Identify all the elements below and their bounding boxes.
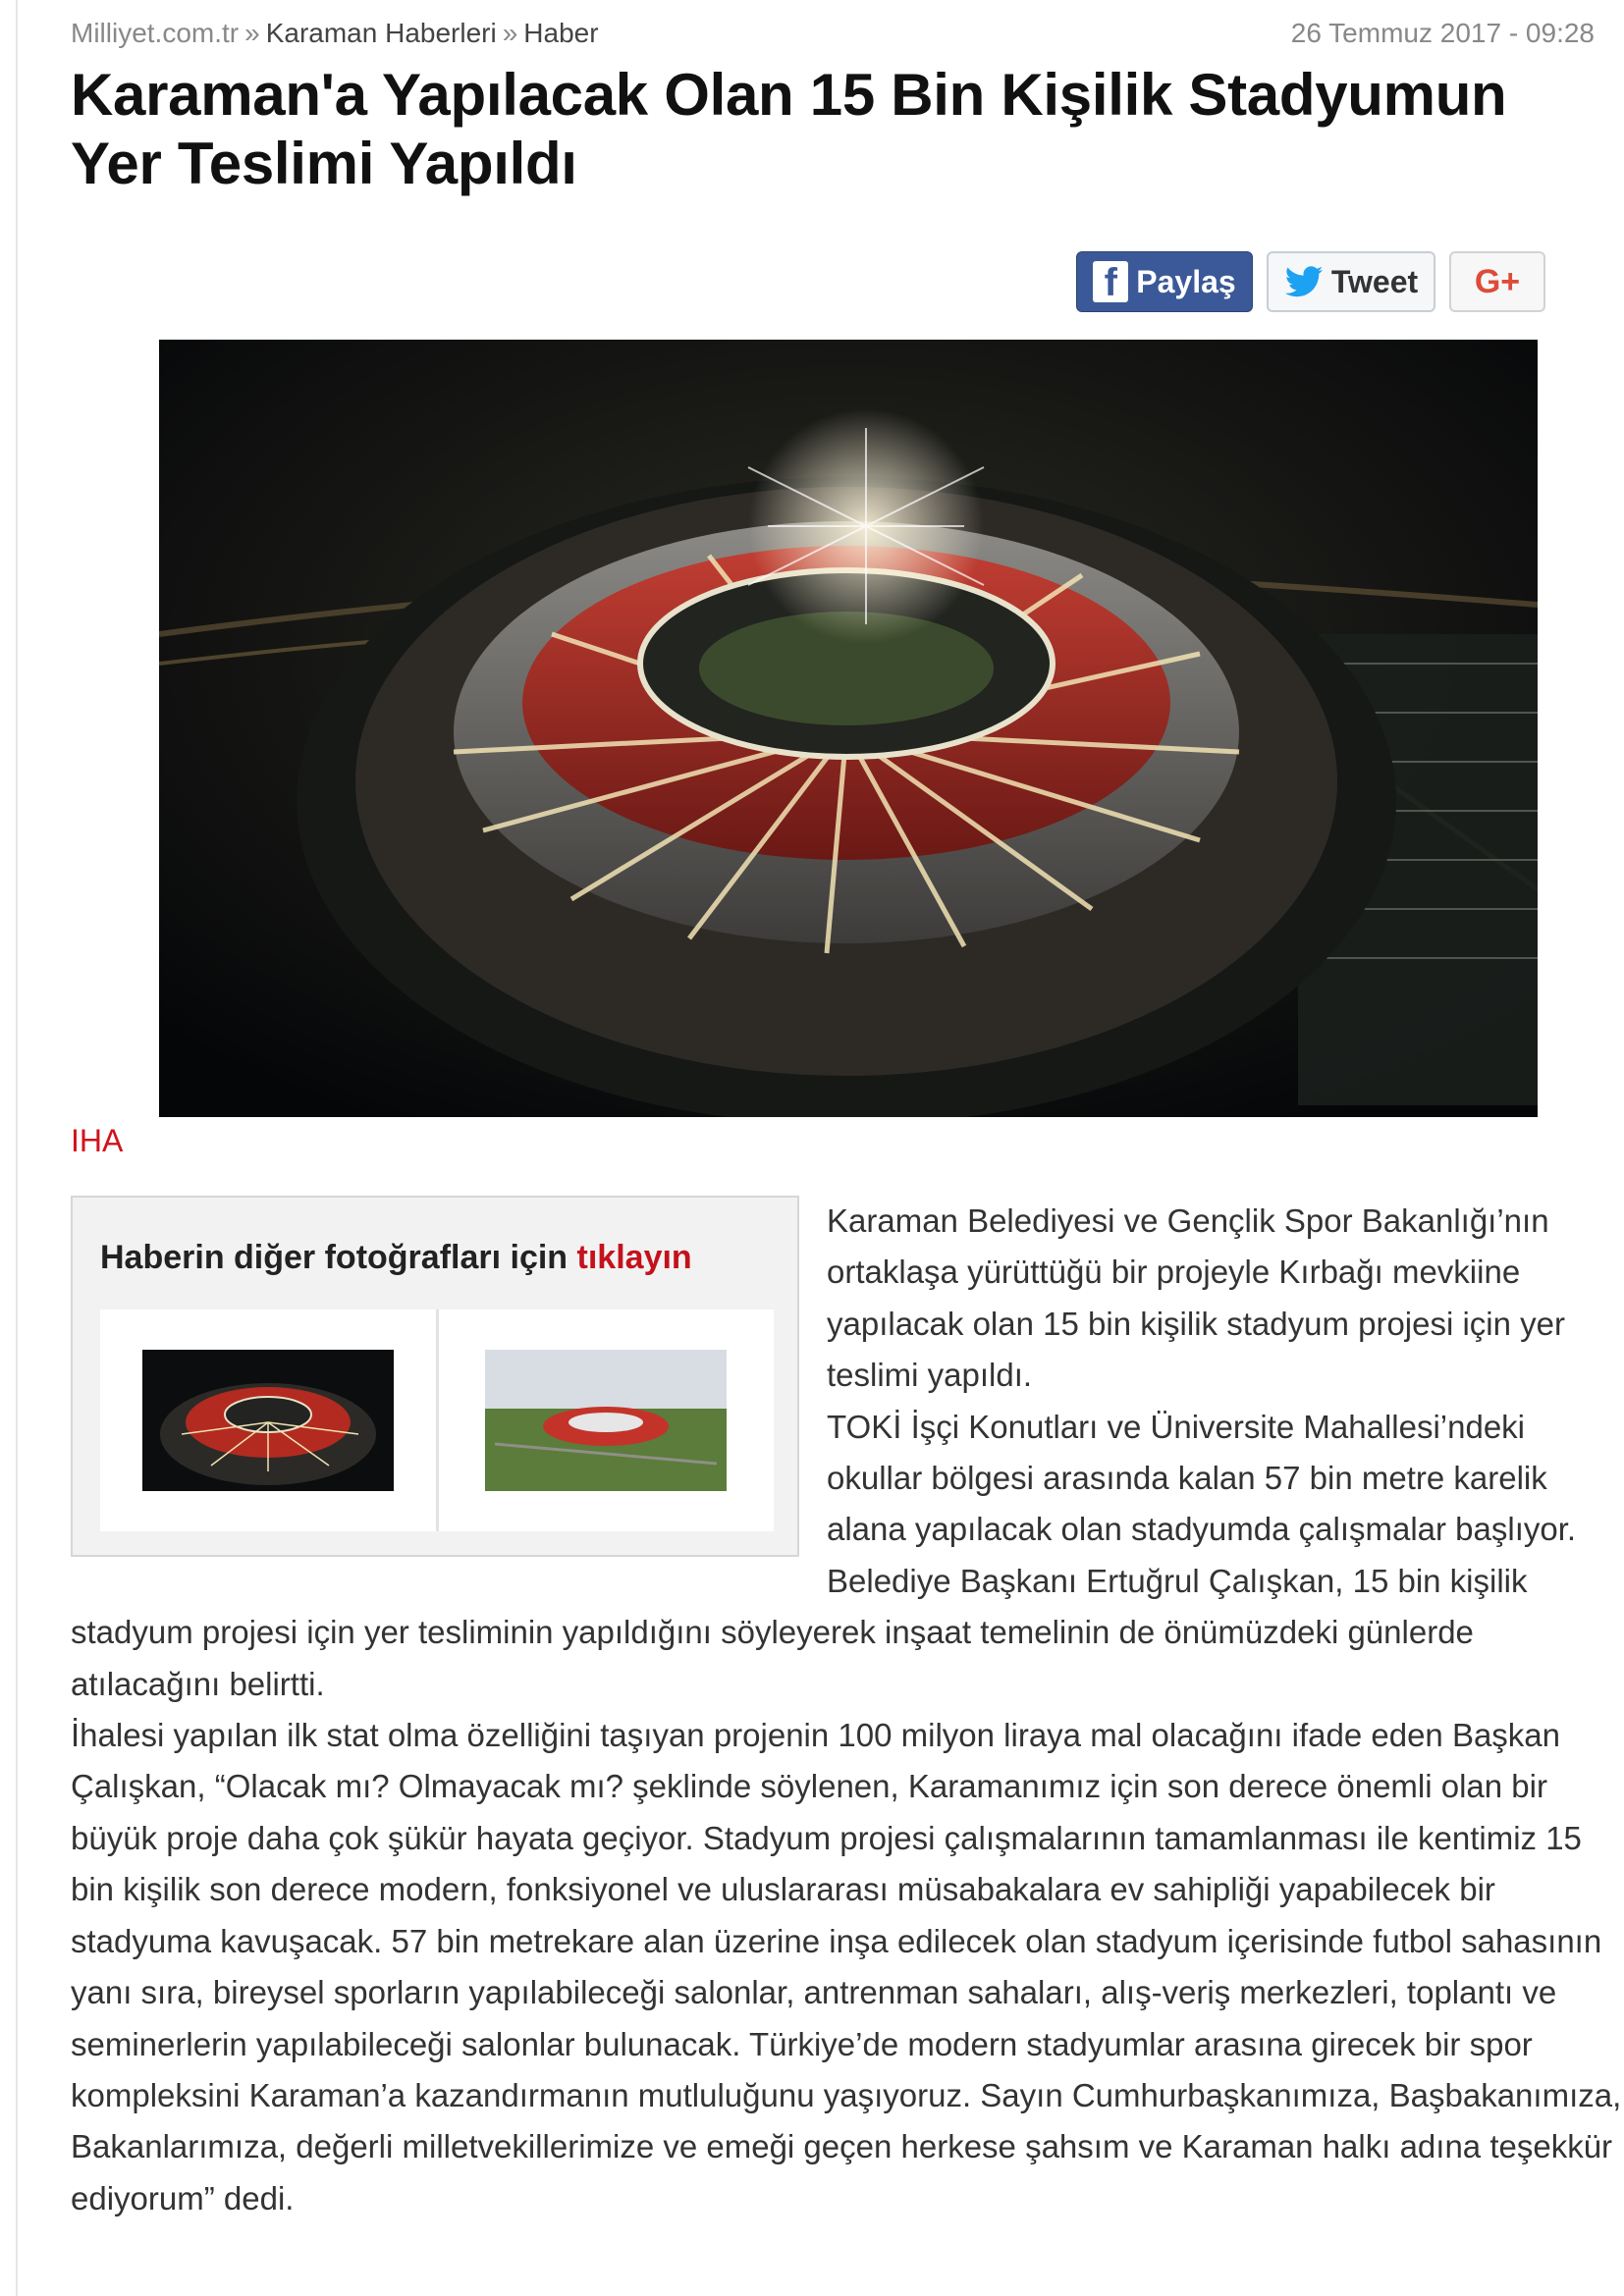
article-paragraph: İhalesi yapılan ilk stat olma özelliğini taşıyan projenin 100 milyon liraya mal olacağını ifade eden Başkan Çalışkan, “Olacak mı? Olmayacak mı? şeklinde söylenen, Karamanımız için son derece önemli olan bir büyük proje daha çok şükür hayata geçiyor. Stadyum projesi çalışmalarının tamamlanması ile kentimiz 15 bin kişilik son derece modern, fonksiyonel ve uluslararası müsabakalara ev sahipliği yapabilecek bir stadyuma kavuşacak. 57 bin metrekare alan üzerine inşa edilecek olan stadyum içerisinde futbol sahasının yanı sıra, bireysel sporların yapılabileceği salonlar, antrenman sahaları, alış-veriş merkezleri, toplantı ve seminerlerin yapılabileceği salonlar bulunacak. Türkiye’de modern stadyumlar arasına girecek bir spor kompleksini Karaman’a kazandırmanın mutluluğunu yaşıyoruz. Sayın Cumhurbaşkanımıza, Başbakanımıza, Bakanlarımıza, değerli milletvekillerimize ve emeği geçen herkese şahsım ve Karaman halkı adına teşekkür ediyorum” dedi. — [71, 1717, 1622, 2216]
stadium-render-image — [159, 340, 1538, 1117]
image-source-credit: IHA — [71, 1123, 124, 1158]
article-paragraph: TOKİ İşçi Konutları ve Üniversite Mahallesi’ndeki okullar bölgesi arasında kalan 57 bin metre karelik alana yapılacak olan stadyumda çalışmalar başlıyor. Belediye Başkanı Ertuğrul Çalışkan, 15 bin kişilik stadyum projesi için yer tesliminin yapıldığını söyleyerek inşaat temelinin de önümüzdeki günlerde atılacağını belirtti. — [71, 1408, 1577, 1702]
facebook-icon: f — [1093, 261, 1128, 302]
hero-image — [159, 340, 1538, 1117]
article-body — [71, 1196, 1624, 2224]
breadcrumb-separator: » — [502, 18, 518, 48]
article-page — [71, 0, 1624, 2296]
twitter-bird-icon — [1284, 266, 1324, 297]
breadcrumb-section-link[interactable]: Karaman Haberleri — [265, 18, 497, 48]
tweet-button[interactable] — [1267, 251, 1435, 312]
breadcrumb-site-link[interactable]: Milliyet.com.tr — [71, 18, 240, 48]
gallery-link[interactable]: tıklayın — [576, 1239, 692, 1276]
facebook-share-button[interactable] — [1076, 251, 1253, 312]
facebook-share-label: Paylaş — [1136, 263, 1236, 299]
breadcrumb-separator: » — [244, 18, 260, 48]
article-paragraph: Karaman Belediyesi ve Gençlik Spor Bakanlığı’nın ortaklaşa yürüttüğü bir projeyle Kırbağı mevkiine yapılacak olan 15 bin kişilik stadyum projesi için yer teslimi yapıldı. — [827, 1202, 1566, 1394]
gallery-wrap-spacer — [71, 1196, 827, 1592]
publish-date: 26 Temmuz 2017 - 09:28 — [1290, 18, 1595, 48]
article-title: Karaman'a Yapılacak Olan 15 Bin Kişilik Stadyumun Yer Teslimi Yapıldı — [71, 62, 1507, 196]
google-plus-share-button[interactable] — [1449, 251, 1545, 312]
gallery-title-text: Haberin diğer fotoğrafları için — [100, 1239, 568, 1276]
breadcrumb-page-link[interactable]: Haber — [523, 18, 599, 48]
page-left-border — [16, 0, 18, 2296]
breadcrumb — [71, 18, 599, 49]
tweet-label: Tweet — [1330, 263, 1419, 299]
google-plus-icon: G+ — [1474, 262, 1521, 300]
